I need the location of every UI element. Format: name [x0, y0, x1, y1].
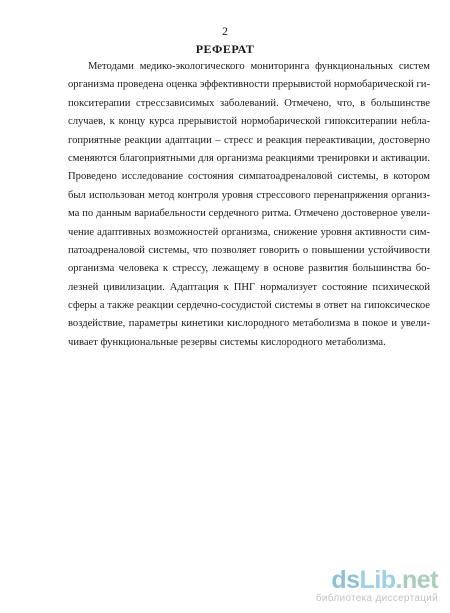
text-line-4: случаев, к концу курса прерывистой нормобарической гипокситерапии небла-	[68, 116, 430, 128]
text-line-16: чивает функциональные резервы системы кислородного метаболизма.	[68, 336, 386, 348]
text-line-6: сменяются благоприятными для организма реакциями тренировки и активации.	[68, 152, 430, 164]
text-line-2: организма проведена оценка эффективности прерывистой нормобарической ги-	[68, 79, 430, 91]
logo-ds: ds	[331, 566, 360, 594]
text-line-12: организма человека к стрессу, лежащему в основе развития большинства бо-	[68, 263, 430, 275]
text-line-7: Проведено исследование состояния симпатоадреналовой системы, в котором	[68, 171, 430, 183]
watermark-subtitle: библиотека диссертаций	[315, 593, 438, 604]
text-line-1: Методами медико-экологического мониторинга функциональных систем	[88, 61, 430, 72]
text-line-11: патоадреналовой системы, что позволяет говорить о повышении устойчивости	[68, 244, 430, 256]
text-line-10: чение адаптивных возможностей организма, снижение уровня активности сим-	[68, 226, 430, 238]
page-number: 2	[222, 26, 228, 38]
abstract-body	[68, 58, 430, 352]
document-title: РЕФЕРАТ	[195, 42, 255, 56]
text-line-3: покситерапии стрессзависимых заболеваний. Отмечено, что, в большинстве	[68, 97, 430, 109]
text-line-13: лезней цивилизации. Адаптация к ПНГ нормализует состояние психической	[68, 281, 430, 293]
text-line-15: воздействие, параметры кинетики кислородного метаболизма в покое и увели-	[68, 318, 430, 330]
text-line-14: сферы а также реакции сердечно-сосудистой системы в ответ на гипоксическое	[68, 300, 430, 312]
dslib-watermark	[288, 567, 438, 605]
logo-lib: Lib	[359, 566, 396, 594]
dslib-logo	[288, 567, 438, 593]
logo-net: .net	[395, 566, 438, 594]
text-line-5: гоприятные реакции адаптации – стресс и реакция переактивации, достоверно	[68, 134, 430, 146]
text-line-8: был использован метод контроля уровня стрессового перенапряжения организ-	[68, 189, 430, 201]
text-line-9: ма по данным вариабельности сердечного ритма. Отмечено достоверное увели-	[68, 208, 430, 220]
